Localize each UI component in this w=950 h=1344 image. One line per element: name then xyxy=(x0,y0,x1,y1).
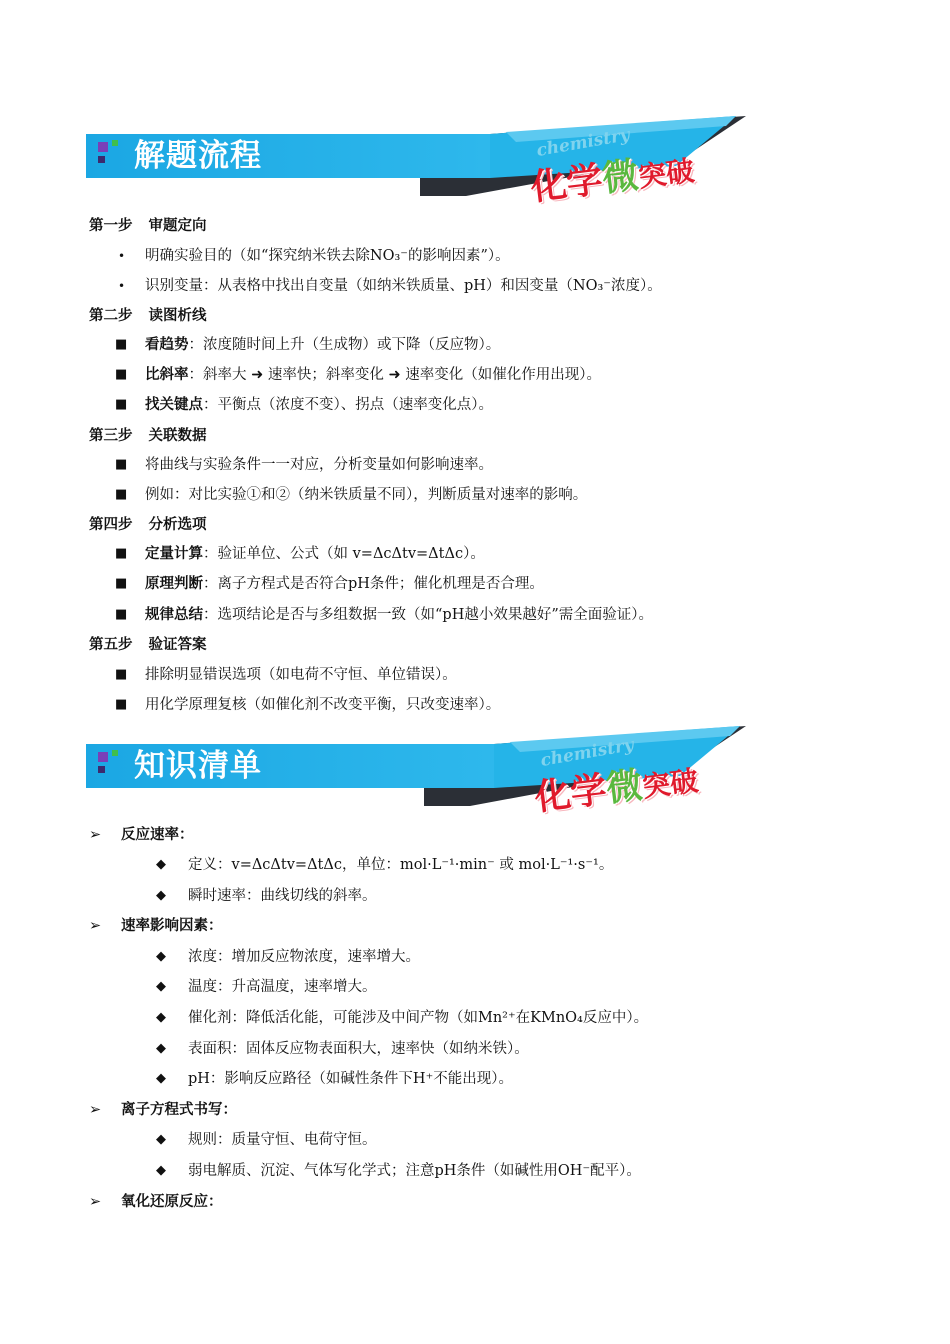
list-item-text: ：选项结论是否与多组数据一致（如“pH越小效果越好”需全面验证）。 xyxy=(203,607,654,623)
bullet-dot-icon: • xyxy=(118,279,126,293)
logo-part: 微 xyxy=(603,764,645,811)
diamond-bullet-icon: ◆ xyxy=(156,1010,166,1025)
bullet-square-icon: ■ xyxy=(115,367,128,382)
diamond-bullet-icon: ◆ xyxy=(156,1132,166,1147)
list-item-text: ：斜率大 ➜ 速率快；斜率变化 ➜ 速率变化（如催化作用出现）。 xyxy=(188,367,601,383)
banner-title: 知识清单 xyxy=(134,748,262,784)
bullet-square-icon: ■ xyxy=(115,697,128,712)
item-label: 比斜率 xyxy=(145,366,189,383)
step-title: 读图析线 xyxy=(148,307,207,324)
bullet-square-icon: ■ xyxy=(115,667,128,682)
diamond-bullet-icon: ◆ xyxy=(156,857,166,872)
diamond-bullet-icon: ◆ xyxy=(156,888,166,903)
square-icon xyxy=(98,752,108,762)
list-item-text: 用化学原理复核（如催化剂不改变平衡，只改变速率）。 xyxy=(145,697,501,713)
step-title: 关联数据 xyxy=(148,427,207,444)
diamond-bullet-icon: ◆ xyxy=(156,979,166,994)
banner-title: 解题流程 xyxy=(134,138,262,174)
knowledge-title: 离子方程式书写： xyxy=(121,1101,237,1118)
square-icon xyxy=(98,142,108,152)
step-heading xyxy=(89,426,950,446)
bullet-square-icon: ■ xyxy=(115,457,128,472)
diamond-bullet-icon: ◆ xyxy=(156,1071,166,1086)
arrow-bullet-icon: ➢ xyxy=(89,1102,102,1118)
step-number: 第二步 xyxy=(89,307,133,324)
bullet-square-icon: ■ xyxy=(115,337,128,352)
item-label: 看趋势 xyxy=(145,336,189,353)
list-item-text: 浓度：增加反应物浓度，速率增大。 xyxy=(188,949,420,965)
step-title: 审题定向 xyxy=(148,217,207,234)
step-number: 第三步 xyxy=(89,427,133,444)
list-item-text: 规则：质量守恒、电荷守恒。 xyxy=(188,1132,377,1148)
section-banner-solving-process xyxy=(86,116,746,209)
knowledge-title: 反应速率： xyxy=(121,826,194,843)
list-item-text: 催化剂：降低活化能，可能涉及中间产物（如Mn²⁺在KMnO₄反应中）。 xyxy=(188,1010,649,1026)
list-item-text: 识别变量：从表格中找出自变量（如纳米铁质量、pH）和因变量（NO₃⁻浓度）。 xyxy=(145,278,662,294)
step-heading xyxy=(89,515,950,535)
square-icon xyxy=(98,156,105,163)
item-label: 定量计算 xyxy=(145,545,203,562)
bullet-square-icon: ■ xyxy=(115,546,128,561)
arrow-bullet-icon: ➢ xyxy=(89,1194,102,1210)
diamond-bullet-icon: ◆ xyxy=(156,1163,166,1178)
logo-part: 微 xyxy=(599,154,641,201)
step-title: 验证答案 xyxy=(148,636,207,653)
bullet-square-icon: ■ xyxy=(115,576,128,591)
logo-part: 化学 xyxy=(528,159,605,209)
bullet-square-icon: ■ xyxy=(115,607,128,622)
logo-part: 突破 xyxy=(636,154,697,194)
list-item-text: 定义：v=ΔcΔtv=ΔtΔc，单位：mol·L⁻¹·min⁻ 或 mol·L⁻¹·s⁻¹。 xyxy=(188,857,614,873)
list-item-text: 明确实验目的（如“探究纳米铁去除NO₃⁻的影响因素”）。 xyxy=(145,248,510,264)
logo-part: 化学 xyxy=(532,769,609,819)
logo-text-en: chemistry xyxy=(534,124,632,162)
step-title: 分析选项 xyxy=(148,516,207,533)
knowledge-title: 速率影响因素： xyxy=(121,917,223,934)
list-item-text: 排除明显错误选项（如电荷不守恒、单位错误）。 xyxy=(145,667,457,683)
bullet-square-icon: ■ xyxy=(115,487,128,502)
list-item-text: pH：影响反应路径（如碱性条件下H⁺不能出现）。 xyxy=(188,1071,513,1087)
bullet-dot-icon: • xyxy=(118,249,126,263)
list-item-text: 将曲线与实验条件一一对应，分析变量如何影响速率。 xyxy=(145,457,493,473)
list-item-text: 弱电解质、沉淀、气体写化学式；注意pH条件（如碱性用OH⁻配平）。 xyxy=(188,1163,641,1179)
item-label: 规律总结 xyxy=(145,606,203,623)
logo-part: 突破 xyxy=(640,764,701,804)
arrow-bullet-icon: ➢ xyxy=(89,827,102,843)
section-banner-knowledge-list xyxy=(86,726,746,819)
step-heading xyxy=(89,216,950,236)
list-item-text: 瞬时速率：曲线切线的斜率。 xyxy=(188,888,377,904)
square-icon xyxy=(98,766,105,773)
bullet-square-icon: ■ xyxy=(115,397,128,412)
square-icon xyxy=(112,750,118,756)
step-number: 第五步 xyxy=(89,636,133,653)
list-item-text: ：平衡点（浓度不变）、拐点（速率变化点）。 xyxy=(203,397,493,413)
diamond-bullet-icon: ◆ xyxy=(156,949,166,964)
list-item-text: 温度：升高温度，速率增大。 xyxy=(188,979,377,995)
logo-text-en: chemistry xyxy=(538,734,636,772)
step-number: 第一步 xyxy=(89,217,133,234)
arrow-bullet-icon: ➢ xyxy=(89,918,102,934)
list-item-text: 例如：对比实验①和②（纳米铁质量不同），判断质量对速率的影响。 xyxy=(145,487,588,503)
square-icon xyxy=(112,140,118,146)
step-number: 第四步 xyxy=(89,516,133,533)
list-item-text: ：浓度随时间上升（生成物）或下降（反应物）。 xyxy=(188,337,501,353)
step-heading xyxy=(89,306,950,326)
knowledge-title: 氧化还原反应： xyxy=(121,1193,223,1210)
item-label: 原理判断 xyxy=(145,575,203,592)
step-heading xyxy=(89,635,950,655)
diamond-bullet-icon: ◆ xyxy=(156,1041,166,1056)
list-item-text: ：离子方程式是否符合pH条件；催化机理是否合理。 xyxy=(203,576,544,592)
list-item-text: 表面积：固体反应物表面积大，速率快（如纳米铁）。 xyxy=(188,1041,529,1057)
item-label: 找关键点 xyxy=(145,396,203,413)
list-item-text: ：验证单位、公式（如 v=ΔcΔtv=ΔtΔc）。 xyxy=(203,546,485,562)
